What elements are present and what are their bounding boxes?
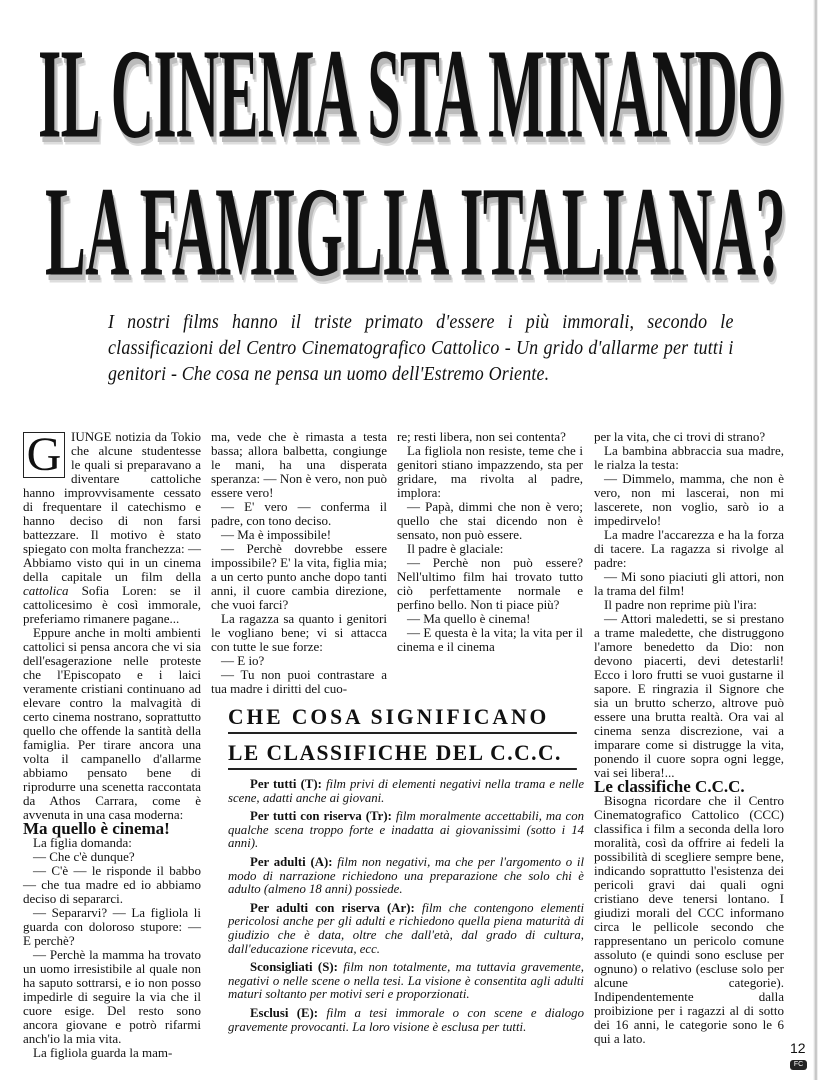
paragraph: Il padre non reprime più l'ira:: [604, 597, 757, 612]
classification-label: Per tutti (T):: [250, 777, 322, 791]
column-3: [397, 430, 583, 654]
paragraph: — Papà, dimmi che non è vero; quello che stai dicendo non è sensato, non può essere.: [397, 499, 583, 542]
paragraph: — Ma è impossibile!: [221, 527, 332, 542]
paragraph: La figlia domanda:: [33, 835, 132, 850]
paragraph: — Perchè non può essere? Nell'ultimo film hai trovato tutto ciò perfettamente normale e perfino bello. Non ti piace più?: [397, 555, 583, 612]
lead-italic: cattolica: [23, 583, 69, 598]
paragraph: La madre l'accarezza e ha la forza di tacere. La ragazza si rivolge al padre:: [594, 527, 784, 570]
lead-text: IUNGE notizia da Tokio che alcune studentesse le quali si preparavano a diventare cattoliche hanno improvvisamente cessato di frequentare il catechismo e hanno deciso di non farsi battezzare. Il motivo è stato spiegato con molta franchezza: — Abbiamo visto qui in un cinema della capitale un film della: [23, 429, 201, 584]
paragraph: — Perchè dovrebbe essere impossibile? E' la vita, figlia mia; a un certo punto anche dopo tanti anni, il cuore cambia direzione, che vuoi farci?: [211, 541, 387, 612]
classification-label: Sconsigliati (S):: [250, 960, 338, 975]
classification-description: film non negativi, ma che per l'argomento o il modo di narrazione richiedono una preparazione che solo chi è adulto (almeno 18 anni) possiede.: [228, 854, 585, 897]
page-number: 12: [790, 1040, 806, 1056]
classification-label: Per adulti (A):: [250, 854, 333, 869]
classification-label: Esclusi (E):: [250, 1005, 319, 1020]
column-2: [211, 430, 387, 696]
paragraph: La ragazza sa quanto i genitori le vogliano bene; vi si attacca con tutte le sue forze:: [211, 611, 387, 654]
classification-entry: [228, 1007, 584, 1034]
subtitle: I nostri films hanno il triste primato d'essere i più immorali, secondo le classificazioni del Centro Cinematografico Cattolico - Un grido d'allarme per tutti i genitori - Che cosa ne pensa un uomo dell'Estremo Oriente.: [108, 312, 734, 385]
column-4: [594, 430, 784, 1046]
section-subheading: Ma quello è cinema!: [23, 819, 170, 838]
classification-label: Per tutti con riserva (Tr):: [250, 809, 392, 824]
paragraph: Il padre è glaciale:: [407, 541, 504, 556]
classification-list: [228, 778, 584, 1034]
paragraph: Eppure anche in molti ambienti cattolici si pensa ancora che vi sia dell'esagerazione nelle proteste che l'Episcopato e i laici veramente cristiani continuano ad elevare contro la malvagità di certo cinema nostrano, soprattutto quello che offende la santità della famiglia. Per tirare ancora una volta il campanello d'allarme abbiamo pensato bene di riprodurre una scenetta raccontata da Athos Carrara, come è avvenuta in una casa moderna:: [23, 625, 201, 822]
scan-edge: [813, 0, 818, 1080]
classification-box: [228, 704, 584, 1039]
paragraph: — C'è — le risponde il babbo — che tua madre ed io abbiamo deciso di separarci.: [23, 863, 201, 906]
paragraph: — Tu non puoi contrastare a tua madre i diritti del cuo-: [211, 667, 387, 696]
classification-entry: [228, 778, 584, 805]
classification-description: film a tesi immorale o con scene e dialogo gravemente provocanti. La loro visione è esclusa per tutti.: [228, 1005, 584, 1034]
headline-line-1: IL CINEMA STA MINANDO: [38, 23, 783, 165]
paragraph: La bambina abbraccia sua madre, le rialza la testa:: [594, 443, 784, 472]
lead-paragraph: [23, 430, 201, 626]
paragraph: — Ma quello è cinema!: [407, 611, 531, 626]
classification-description: film che contengono elementi pericolosi anche per gli adulti e richiedono quella piena maturità di giudizio che è data, oltre che dall'età, dal grado di cultura, dall'educazione ricevuta, ecc.: [228, 900, 584, 956]
paragraph: — E questa è la vita; la vita per il cinema e il cinema: [397, 625, 583, 654]
column-1: [23, 430, 201, 1060]
box-heading-1: CHE COSA SIGNIFICANO: [228, 704, 577, 734]
paragraph: ma, vede che è rimasta a testa bassa; allora balbetta, congiunge le mani, ha una disperata speranza: — Non è vero, non può essere vero!: [211, 429, 387, 500]
paragraph: — Che c'è dunque?: [33, 849, 135, 864]
paragraph: — Dimmelo, mamma, che non è vero, non mi lascerai, non mi lascerete, non voglio, sarò io a impedirvelo!: [594, 471, 784, 528]
classification-entry: [228, 856, 584, 897]
classification-entry: [228, 810, 584, 851]
paragraph: — E io?: [221, 653, 265, 668]
classification-description: film moralmente accettabili, ma con qualche scena troppo forte e inadatta ai giovanissimi (sotto i 14 anni).: [228, 809, 584, 851]
classification-entry: [228, 902, 584, 956]
paragraph: La figliola guarda la mam-: [33, 1045, 173, 1060]
drop-cap: G: [23, 432, 65, 478]
headline-line-2: LA FAMIGLIA ITALIANA?: [45, 161, 785, 303]
classification-description: film privi di elementi negativi nella trama e nelle scene, adatti anche ai giovani.: [228, 777, 585, 805]
paragraph: re; resti libera, non sei contenta?: [397, 429, 566, 444]
paragraph: Bisogna ricordare che il Centro Cinematografico Cattolico (CCC) classifica i film a seconda della loro moralità, così da offrire ai fedeli la possibilità di scegliere sempre bene, indicando soprattutto l'esistenza dei pericoli gravi dai quali ogni cristiano deve tenersi lontano. I giudizi morali del CCC informano circa le pellicole secondo che rappresentano un pericolo comune assoluto (e quindi sono escluse per ognuno) o relativo (escluse solo per alcune categorie). Indipendentemente dalla proibizione per i ragazzi al di sotto dei 16 anni, le categorie sono le 6 qui a lato.: [594, 793, 784, 1046]
paragraph: — Attori maledetti, se si prestano a trame maledette, che distruggono l'amore benedetto da Dio: non devono piacerti, devi detestarli! Ecco i loro frutti se vuoi gustarne il sapore. E ringrazia il Signore che sia un brutto scherzo, altrove può essere una brutta realtà. Ora vai al cinema senza discrezione, vai a imparare come si distrugge la vita, ponendo il cuore sopra ogni legge, vai sei libera!...: [594, 611, 784, 780]
magazine-logo: FC: [790, 1060, 807, 1070]
dialog: [23, 836, 201, 1060]
paragraph: — Perchè la mamma ha trovato un uomo irresistibile al quale non ha saputo sottrarsi, e io non posso impedirle di seguire la via che il cuore esige. Del resto sono ancora giovane e potrò rifarmi anch'io la mia vita.: [23, 947, 201, 1046]
classification-label: Per adulti con riserva (Ar):: [250, 900, 415, 915]
section-subheading: Le classifiche C.C.C.: [594, 777, 745, 796]
paragraph: — E' vero — conferma il padre, con tono deciso.: [211, 499, 387, 528]
paragraph: — Mi sono piaciuti gli attori, non la trama del film!: [594, 569, 784, 598]
paragraph: per la vita, che ci trovi di strano?: [594, 429, 766, 444]
paragraph: — Separarvi? — La figliola li guarda con doloroso stupore: — E perchè?: [23, 905, 201, 948]
classification-entry: [228, 961, 584, 1002]
classification-description: film non totalmente, ma tuttavia gravemente, negativi o nelle scene o nella tesi. La visione è consentita agli adulti maturi soltanto per motivi seri e proporzionati.: [228, 960, 584, 1002]
dialog: [594, 430, 784, 780]
lead-text-end: Sofia Loren: se il cattolicesimo è così immorale, preferiamo rimanere pagane...: [23, 583, 201, 626]
box-heading-2: LE CLASSIFICHE DEL C.C.C.: [228, 740, 577, 770]
paragraph: La figliola non resiste, teme che i genitori stiano impazzendo, sta per gridare, ma rivolta al padre, implora:: [397, 443, 583, 500]
